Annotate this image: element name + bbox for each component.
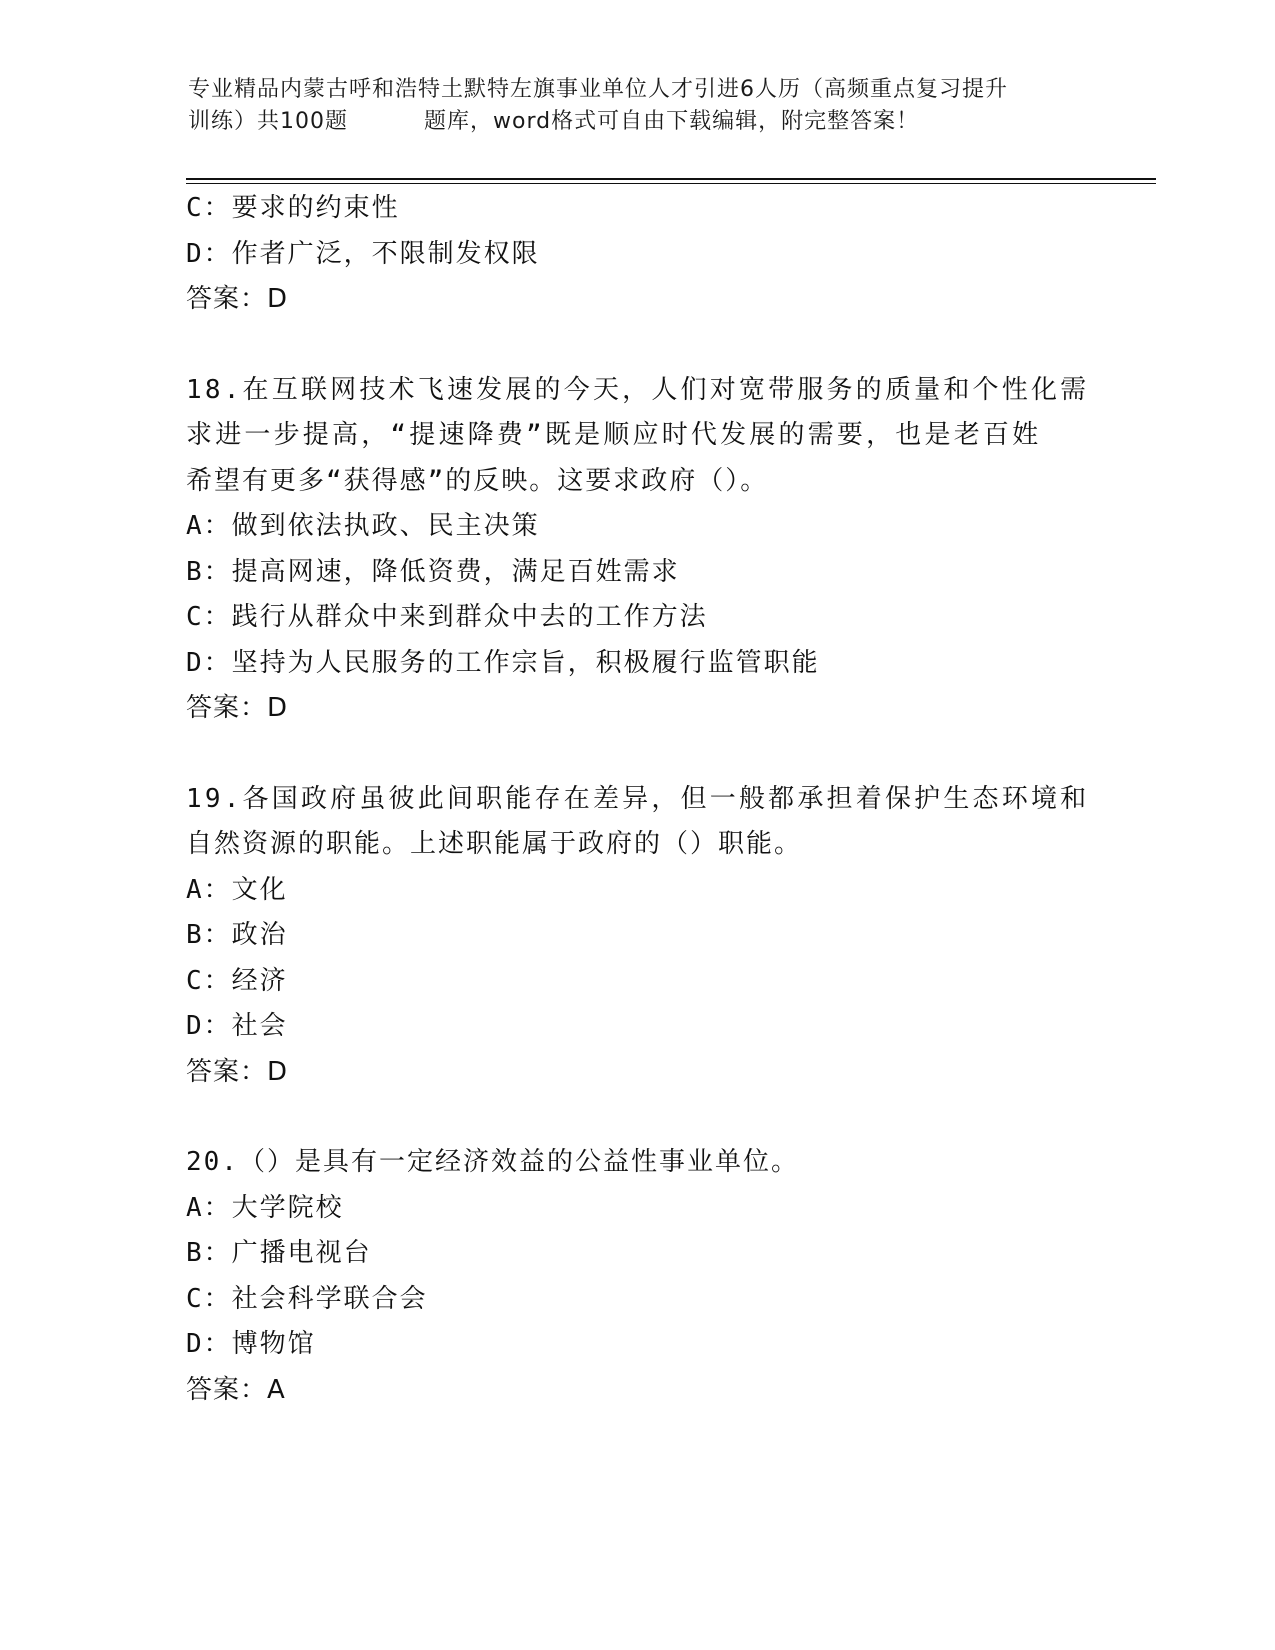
option-d: D：社会	[186, 1011, 288, 1041]
header-rule-thin	[186, 183, 1156, 184]
question-19	[186, 777, 1090, 1096]
question-text-line: 自然资源的职能。上述职能属于政府的（）职能。	[186, 829, 803, 859]
option-c: C：社会科学联合会	[186, 1283, 428, 1314]
answer: 答案：D	[186, 693, 289, 723]
document-header	[188, 74, 1088, 138]
option-a: A：大学院校	[186, 1192, 344, 1223]
option-c: C：践行从群众中来到群众中去的工作方法	[186, 602, 708, 632]
option-c: C：经济	[186, 965, 288, 996]
question-list	[186, 186, 1090, 1413]
question-text-line: 20.（）是具有一定经济效益的公益性事业单位。	[186, 1147, 799, 1177]
answer: 答案：D	[186, 284, 289, 314]
question-17-tail	[186, 186, 1086, 323]
option-d: D：坚持为人民服务的工作宗旨，积极履行监管职能	[186, 647, 820, 678]
header-line-2a: 训练）共100题	[188, 109, 348, 134]
option-b: B：广播电视台	[186, 1238, 372, 1268]
option-d: D：博物馆	[186, 1329, 316, 1359]
header-line-1: 专业精品内蒙古呼和浩特土默特左旗事业单位人才引进6人历（高频重点复习提升	[188, 77, 1008, 102]
option-a: A：文化	[186, 874, 288, 905]
question-20	[186, 1140, 1086, 1413]
header-line-2	[188, 106, 1088, 138]
option-b: B：政治	[186, 920, 288, 950]
question-text-line: 求进一步提高，“提速降费”既是顺应时代发展的需要，也是老百姓	[186, 420, 1042, 450]
answer: 答案：A	[186, 1374, 286, 1405]
option-b: B：提高网速，降低资费，满足百姓需求	[186, 556, 680, 587]
header-line-2b: 题库，word格式可自由下载编辑，附完整答案！	[424, 109, 920, 134]
option-a: A：做到依法执政、民主决策	[186, 511, 540, 541]
question-text-line: 19.各国政府虽彼此间职能存在差异，但一般都承担着保护生态环境和	[186, 783, 1090, 814]
question-18	[186, 368, 1090, 732]
question-text-line: 希望有更多“获得感”的反映。这要求政府（）。	[186, 465, 769, 496]
answer: 答案：D	[186, 1056, 289, 1087]
question-text-line: 18.在互联网技术飞速发展的今天，人们对宽带服务的质量和个性化需	[186, 374, 1090, 405]
option-c: C：要求的约束性	[186, 193, 400, 223]
option-d: D：作者广泛，不限制发权限	[186, 238, 540, 269]
header-rule-thick	[186, 178, 1156, 180]
